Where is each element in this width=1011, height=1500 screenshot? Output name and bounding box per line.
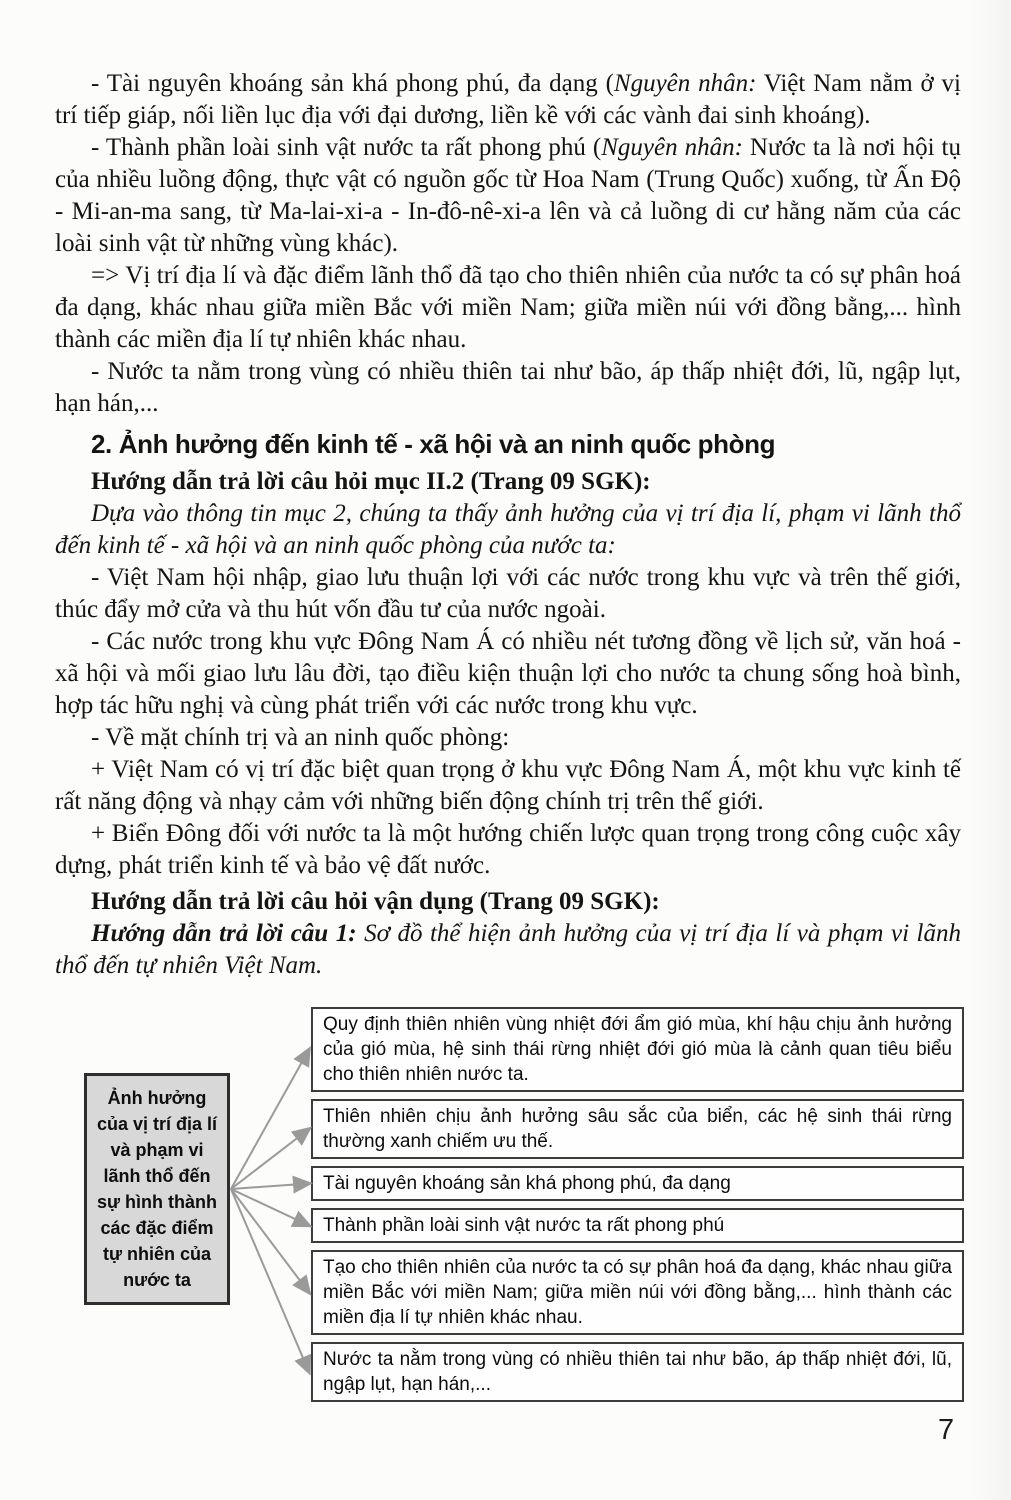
- para-east-sea: [55, 818, 961, 882]
- diagram-box-1: Quy định thiên nhiên vùng nhiệt đới ẩm gió mùa, khí hậu chịu ảnh hưởng của gió mùa, hệ sinh thái rừng nhiệt đới gió mùa là cảnh quan tiêu biểu cho thiên nhiên nước ta.: [311, 1007, 964, 1092]
- arrow-line: [231, 1050, 309, 1190]
- para-differentiation: [55, 260, 961, 356]
- para-vn-position: [55, 754, 961, 818]
- para-mineral-resources: [55, 68, 961, 132]
- heading-section-2: [55, 426, 961, 462]
- text-segment: Nước ta là nơi hội tụ của nhiều luồng động, thực vật có nguồn gốc từ Hoa Nam (Trung Quốc) xuống, từ Ấn Độ - Mi-an-ma sang, từ Ma-lai-xi-a - In-đô-nê-xi-a lên và cả luồng di cư hằng năm của các loài sinh vật từ những vùng khác).: [55, 134, 961, 257]
- arrow-line: [231, 1184, 309, 1190]
- arrow-line: [231, 1129, 309, 1189]
- source-box-line: sự hình thành: [96, 1192, 218, 1212]
- para-sea-region: [55, 626, 961, 722]
- source-box-line: của vị trí địa lí: [96, 1114, 218, 1134]
- text-segment: Sơ đồ thể hiện ảnh hưởng của vị trí địa lí và phạm vi lãnh thổ đến tự nhiên Việt Nam.: [55, 920, 961, 979]
- para-natural-disasters: [55, 356, 961, 420]
- text-segment: - Thành phần loài sinh vật nước ta rất phong phú (: [91, 134, 602, 161]
- text-segment: + Việt Nam có vị trí đặc biệt quan trọng ở khu vực Đông Nam Á, một khu vực kinh tế rất năng động và nhạy cảm với những biến động chính trị trên thế giới.: [55, 756, 961, 815]
- para-politics-security: [55, 722, 961, 754]
- arrow-line: [231, 1189, 309, 1226]
- arrow-line: [231, 1189, 309, 1293]
- text-segment: + Biển Đông đối với nước ta là một hướng chiến lược quan trọng trong công cuộc xây dựng, phát triển kinh tế và bảo vệ đất nước.: [55, 820, 961, 879]
- text-segment: - Nước ta nằm trong vùng có nhiều thiên tai như bão, áp thấp nhiệt đới, lũ, ngập lụt, hạn hán,...: [55, 358, 961, 417]
- diagram-box-6: Nước ta nằm trong vùng có nhiều thiên tai như bão, áp thấp nhiệt đới, lũ, ngập lụt, hạn hán,...: [311, 1342, 964, 1402]
- para-species: [55, 132, 961, 260]
- influence-diagram: [84, 1003, 964, 1403]
- diagram-effect-boxes: [311, 1003, 964, 1402]
- para-integration: [55, 562, 961, 626]
- text-segment: - Việt Nam hội nhập, giao lưu thuận lợi với các nước trong khu vực và trên thế giới, thúc đẩy mở cửa và thu hút vốn đầu tư của nước ngoài.: [55, 564, 961, 623]
- text-segment: => Vị trí địa lí và đặc điểm lãnh thổ đã tạo cho thiên nhiên của nước ta có sự phân hoá đa dạng, khác nhau giữa miền Bắc với miền Nam; giữa miền núi với đồng bằng,... hình thành các miền địa lí tự nhiên khác nhau.: [55, 262, 961, 353]
- text-segment: Hướng dẫn trả lời câu 1:: [91, 920, 357, 947]
- diagram-box-3: Tài nguyên khoáng sản khá phong phú, đa dạng: [311, 1166, 964, 1201]
- text-segment: - Về mặt chính trị và an ninh quốc phòng:: [91, 724, 510, 751]
- body-text: [55, 68, 961, 982]
- source-box-line: Ảnh hưởng: [107, 1088, 207, 1108]
- source-box-line: và phạm vi: [110, 1140, 204, 1160]
- text-segment: Nguyên nhân:: [613, 70, 757, 97]
- diagram-box-4: Thành phần loài sinh vật nước ta rất phong phú: [311, 1208, 964, 1243]
- text-segment: 2. Ảnh hưởng đến kinh tế - xã hội và an ninh quốc phòng: [91, 429, 776, 459]
- source-box-line: các đặc điểm: [100, 1218, 214, 1238]
- heading-guide-II2: [55, 465, 961, 498]
- source-box-line: lãnh thổ đến: [103, 1166, 211, 1186]
- text-segment: Hướng dẫn trả lời câu hỏi vận dụng (Trang 09 SGK):: [91, 888, 660, 915]
- heading-guide-vandung: [55, 885, 961, 918]
- text-segment: Hướng dẫn trả lời câu hỏi mục II.2 (Trang 09 SGK):: [91, 468, 651, 495]
- arrow-line: [231, 1189, 309, 1372]
- text-segment: Nguyên nhân:: [601, 134, 743, 161]
- text-segment: - Các nước trong khu vực Đông Nam Á có nhiều nét tương đồng về lịch sử, văn hoá - xã hội và mối giao lưu lâu đời, tạo điều kiện thuận lợi cho nước ta chung sống hoà bình, hợp tác hữu nghị và cùng phát triển với các nước trong khu vực.: [55, 628, 961, 719]
- para-intro-effects: [55, 498, 961, 562]
- source-box-line: nước ta: [123, 1270, 191, 1290]
- para-guide-cau1: [55, 918, 961, 982]
- text-segment: Việt Nam nằm ở vị trí tiếp giáp, nối liền lục địa với đại dương, liền kề với các vành đai sinh khoáng).: [55, 70, 961, 129]
- text-segment: Dựa vào thông tin mục 2, chúng ta thấy ảnh hưởng của vị trí địa lí, phạm vi lãnh thổ đến kinh tế - xã hội và an ninh quốc phòng của nước ta:: [55, 500, 961, 559]
- diagram-source-box: [84, 1073, 230, 1305]
- text-segment: - Tài nguyên khoáng sản khá phong phú, đa dạng (: [91, 70, 614, 97]
- source-box-line: tự nhiên của: [102, 1244, 212, 1264]
- page-number: 7: [938, 1414, 955, 1446]
- diagram-box-5: Tạo cho thiên nhiên của nước ta có sự phân hoá đa dạng, khác nhau giữa miền Bắc với miền Nam; giữa miền núi với đồng bằng,... hình thành các miền địa lí tự nhiên khác nhau.: [311, 1250, 964, 1335]
- diagram-box-2: Thiên nhiên chịu ảnh hưởng sâu sắc của biển, các hệ sinh thái rừng thường xanh chiếm ưu thế.: [311, 1099, 964, 1159]
